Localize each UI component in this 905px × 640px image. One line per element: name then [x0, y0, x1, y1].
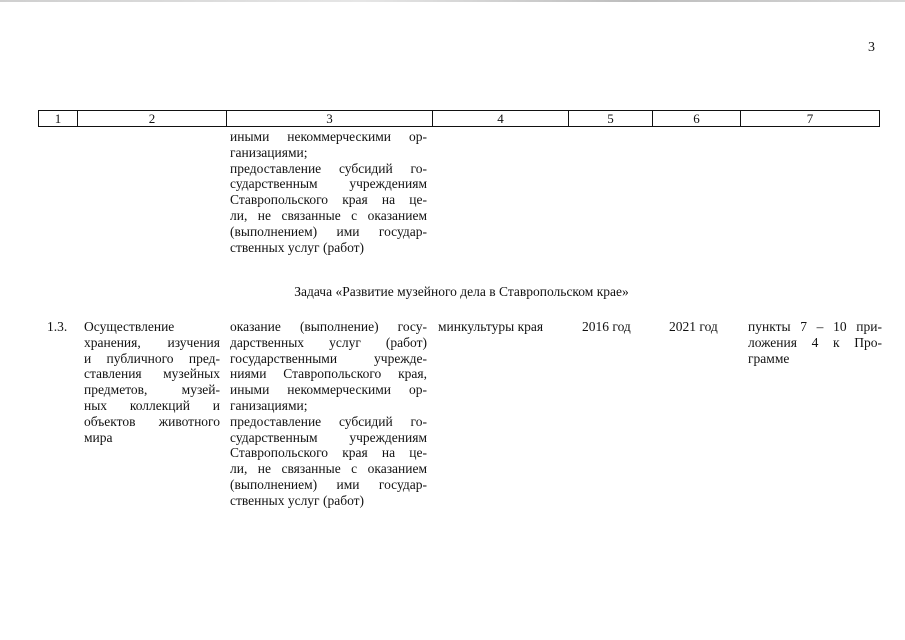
text-line: грамме [748, 350, 790, 366]
header-col-5: 5 [569, 111, 653, 127]
text-line: оказание (выполнение) госу- [230, 319, 427, 334]
text-line: ственных услуг (работ) [230, 492, 365, 508]
text-line: хранения, изучения [84, 334, 220, 350]
text-line: Ставропольского края на це- [230, 192, 427, 208]
text-line: пункты 7 – 10 при- [748, 319, 882, 334]
header-col-6: 6 [653, 111, 741, 127]
header-col-2: 2 [78, 111, 227, 127]
text-line: (выполнением) ими государ- [230, 223, 427, 239]
text-line: иными некоммерческими ор- [230, 382, 427, 398]
task-heading: Задача «Развитие музейного дела в Ставропольском крае» [294, 284, 629, 299]
row-number: 1.3. [47, 319, 68, 334]
text-line: ли, не связанные с оказанием [230, 461, 427, 477]
header-col-3: 3 [227, 111, 433, 127]
scan-artifact-line [0, 0, 905, 2]
text-line: ниями Ставропольского края, [230, 366, 427, 382]
text-line: ли, не связанные с оказанием [230, 207, 427, 223]
text-line: иными некоммерческими ор- [230, 129, 427, 144]
row-1-3-col7 [748, 319, 882, 366]
row-1-3-col2 [84, 319, 220, 445]
text-line: ганизациями; [230, 144, 308, 160]
text-line: объектов животного [84, 413, 220, 429]
text-line: ных коллекций и [84, 397, 220, 413]
row-1-3-col3 [230, 319, 427, 509]
header-row [39, 111, 880, 127]
text-line: ложения 4 к Про- [748, 334, 882, 350]
row-1-3-col5: 2016 год [582, 319, 631, 334]
column-number-header [38, 110, 880, 127]
text-line: сударственным учреждениям [230, 429, 427, 445]
header-col-4: 4 [433, 111, 569, 127]
text-line: государственными учрежде- [230, 350, 427, 366]
row-1-3-col4: минкультуры края [438, 319, 544, 334]
page-number: 3 [868, 40, 875, 55]
text-line: (выполнением) ими государ- [230, 476, 427, 492]
text-line: ганизациями; [230, 397, 308, 413]
header-col-7: 7 [741, 111, 880, 127]
header-col-1: 1 [39, 111, 78, 127]
text-line: Ставропольского края на це- [230, 445, 427, 461]
text-line: предоставление субсидий го- [230, 413, 427, 429]
text-line: мира [84, 429, 113, 445]
text-line: дарственных услуг (работ) [230, 334, 427, 350]
text-line: предоставление субсидий го- [230, 160, 427, 176]
row-1-3-col6: 2021 год [669, 319, 718, 334]
text-line: ставления музейных [84, 366, 220, 382]
text-line: и публичного пред- [84, 350, 220, 366]
text-line: ственных услуг (работ) [230, 239, 365, 255]
text-line: предметов, музей- [84, 382, 220, 398]
continued-row-col3 [230, 129, 427, 255]
text-line: сударственным учреждениям [230, 176, 427, 192]
text-line: Осуществление [84, 319, 175, 334]
